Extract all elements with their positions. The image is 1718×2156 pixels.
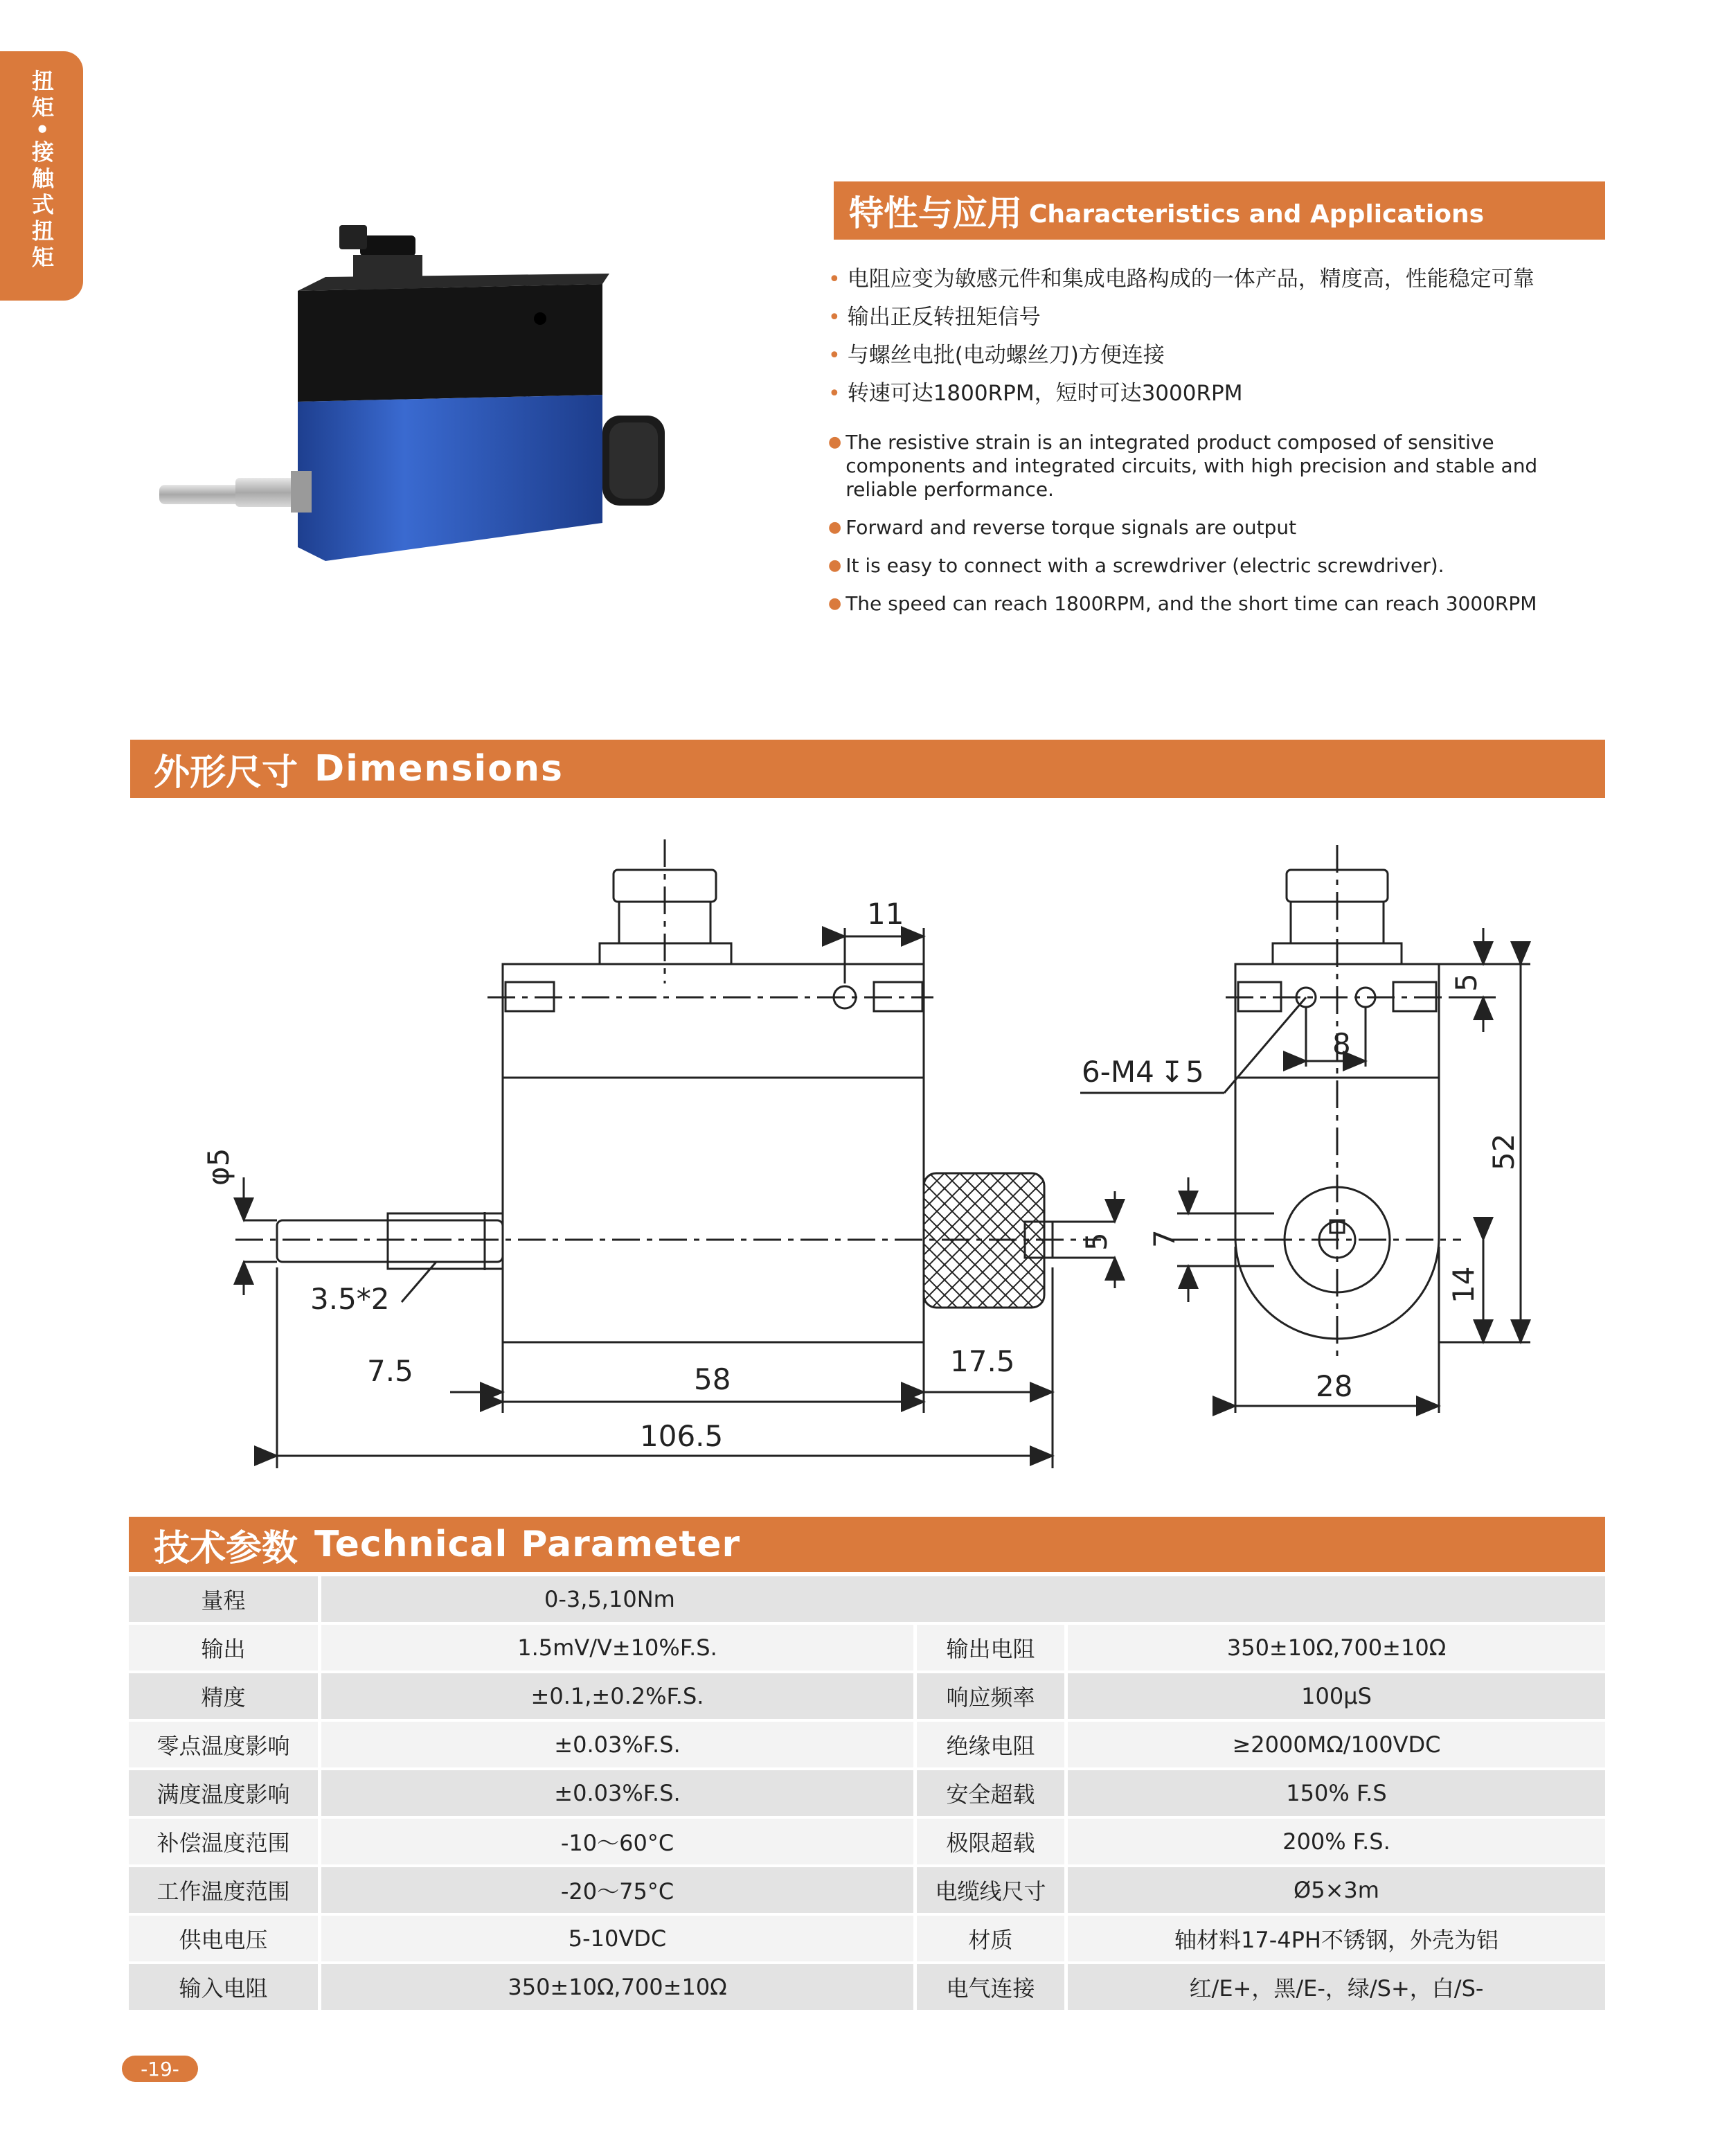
feature-item: • 转速可达1800RPM，短时可达3000RPM	[828, 381, 1243, 406]
technical-header	[129, 1517, 1605, 1572]
table-row	[129, 1964, 1605, 2010]
param-value: 0-3,5,10Nm	[321, 1576, 1605, 1622]
dim-label-14: 14	[1447, 1266, 1480, 1303]
bullet-icon: •	[828, 305, 841, 330]
feature-item-en: ● The resistive strain is an integrated product composed of sensitive components and integrated circuits, with high precision and stable and reliable performance.	[828, 431, 1538, 501]
dim-label-7: 7	[1147, 1229, 1181, 1248]
table-row	[129, 1673, 1605, 1719]
dim-label-58: 58	[694, 1362, 731, 1396]
param-label: 电气连接	[917, 1964, 1068, 2010]
param-value: 1.5mV/V±10%F.S.	[321, 1625, 917, 1671]
param-label: 输出电阻	[917, 1625, 1068, 1671]
param-value: Ø5×3m	[1068, 1867, 1605, 1913]
feature-item-en: ● The speed can reach 1800RPM, and the short time can reach 3000RPM	[828, 592, 1537, 615]
bullet-icon: ●	[828, 557, 842, 574]
feature-item: • 电阻应变为敏感元件和集成电路构成的一体产品，精度高，性能稳定可靠	[828, 267, 1534, 292]
dimensions-title-cn: 外形尺寸	[154, 751, 298, 794]
table-row	[129, 1722, 1605, 1767]
feature-item-en: ● It is easy to connect with a screwdriver (electric screwdriver).	[828, 554, 1444, 577]
param-label: 精度	[129, 1673, 321, 1719]
feature-item-en: ● Forward and reverse torque signals are output	[828, 516, 1297, 539]
param-value: 100μS	[1068, 1673, 1605, 1719]
param-value: -10～60°C	[321, 1819, 917, 1864]
dim-label-5-shaft: 5	[1080, 1232, 1113, 1251]
param-label: 极限超载	[917, 1819, 1068, 1864]
technical-title-cn: 技术参数	[154, 1527, 298, 1569]
table-row	[129, 1867, 1605, 1913]
param-value: 轴材料17-4PH不锈钢，外壳为铝	[1068, 1916, 1605, 1961]
param-value: ±0.03%F.S.	[321, 1722, 917, 1767]
dim-label-phi5: φ5	[202, 1148, 235, 1186]
param-label: 绝缘电阻	[917, 1722, 1068, 1767]
dim-label-7-5: 7.5	[367, 1354, 413, 1388]
param-value: ≥2000MΩ/100VDC	[1068, 1722, 1605, 1767]
characteristics-title-en: Characteristics and Applications	[1029, 199, 1484, 229]
param-value: ±0.1,±0.2%F.S.	[321, 1673, 917, 1719]
param-label: 零点温度影响	[129, 1722, 321, 1767]
param-label: 响应频率	[917, 1673, 1068, 1719]
side-tab-label: 扭矩•接触式扭矩	[28, 69, 55, 272]
dim-label-17-5: 17.5	[950, 1344, 1015, 1378]
table-row	[129, 1916, 1605, 1961]
param-label: 安全超载	[917, 1770, 1068, 1816]
table-row	[129, 1625, 1605, 1671]
dim-label-8: 8	[1332, 1027, 1351, 1061]
param-value: 350±10Ω,700±10Ω	[1068, 1625, 1605, 1671]
param-label: 输入电阻	[129, 1964, 321, 2010]
characteristics-title-cn: 特性与应用	[849, 193, 1022, 233]
bullet-icon: •	[828, 267, 841, 292]
bullet-icon: ●	[828, 595, 842, 612]
param-value: 200% F.S.	[1068, 1819, 1605, 1864]
param-label: 材质	[917, 1916, 1068, 1961]
dim-label-28: 28	[1316, 1369, 1353, 1403]
technical-title-en: Technical Parameter	[314, 1524, 741, 1565]
dim-label-5-top: 5	[1449, 973, 1483, 992]
param-value: 5-10VDC	[321, 1916, 917, 1961]
bullet-icon: ●	[828, 434, 842, 451]
param-label: 输出	[129, 1625, 321, 1671]
param-label: 补偿温度范围	[129, 1819, 321, 1864]
dim-label-6m4: 6-M4	[1082, 1055, 1154, 1089]
param-value: ±0.03%F.S.	[321, 1770, 917, 1816]
dimensions-title-en: Dimensions	[314, 748, 564, 790]
table-row	[129, 1819, 1605, 1864]
param-label: 供电电压	[129, 1916, 321, 1961]
dim-label-11: 11	[867, 897, 904, 931]
param-label: 量程	[129, 1576, 321, 1622]
feature-item: • 与螺丝电批(电动螺丝刀)方便连接	[828, 343, 1165, 368]
table-row	[129, 1770, 1605, 1816]
table-row	[129, 1576, 1605, 1622]
param-value: 350±10Ω,700±10Ω	[321, 1964, 917, 2010]
bullet-icon: •	[828, 344, 841, 368]
param-value: 红/E+，黑/E-，绿/S+，白/S-	[1068, 1964, 1605, 2010]
dim-label-6m4-depth: 5	[1185, 1055, 1204, 1089]
parameter-table	[129, 1574, 1605, 2013]
feature-item: • 输出正反转扭矩信号	[828, 305, 1041, 330]
param-label: 工作温度范围	[129, 1867, 321, 1913]
bullet-icon: •	[828, 382, 841, 406]
page-number: -19-	[122, 2056, 198, 2082]
dim-label-3-5x2: 3.5*2	[310, 1282, 390, 1316]
param-label: 电缆线尺寸	[917, 1867, 1068, 1913]
param-value: -20～75°C	[321, 1867, 917, 1913]
param-value: 150% F.S	[1068, 1770, 1605, 1816]
dim-label-106-5: 106.5	[640, 1419, 724, 1453]
dim-label-52: 52	[1487, 1133, 1521, 1170]
depth-symbol-icon: ↧	[1160, 1055, 1185, 1089]
param-label: 满度温度影响	[129, 1770, 321, 1816]
bullet-icon: ●	[828, 519, 842, 536]
